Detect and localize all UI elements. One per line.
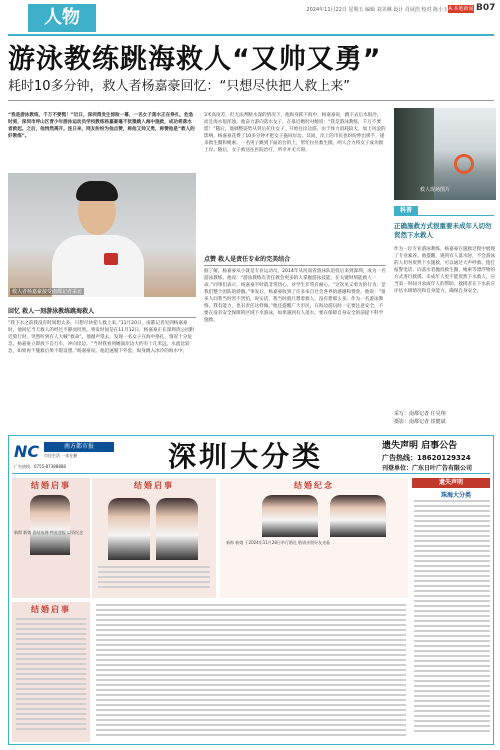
- wedding-ad-4-title: 结婚启事: [31, 605, 71, 614]
- couple-photo: [330, 495, 386, 537]
- subheadline: 耗时10多分钟，救人者杨嘉豪回忆：“只想尽快把人救上来”: [8, 79, 351, 94]
- article-column-1: “我下水之前我没有时间想太多，只想尽快把人救上来。”11月20日，南都记者见到杨嘉豪时，他回忆当天救人的经过平静而坦然。事发时间是在11月12日，杨嘉豪正在深圳湾公园附近骑行时，突然听到有人大喊“救命”，他循声望去，发现一名女子在海中挣扎，情况十分危急。杨嘉豪立即放下自行车，冲向岸边。“当时我看到她离岸边大约有十几米远，水流比较急，如果再不施救后果不堪设想。”杨嘉豪说。他迅速脱下外套，纵身跳入冰冷的海水中。: [8, 321, 195, 354]
- classified-listing-lines: [96, 604, 406, 739]
- headline: 游泳教练跳海救人“又帅又勇”: [8, 44, 382, 75]
- newspaper-logo: NC: [14, 442, 40, 461]
- section-title-praise: 点赞 救人是责任专业的完美结合: [204, 254, 386, 266]
- article-column-2b: 据了解，杨嘉豪从小就是专业运动员，2014年从河南省游泳队退役后来到深圳，成为一名游泳教练。他说：“游泳教练有责任教会更多的人掌握游泳技能，在关键时刻能救人一命。”同事们表示，杨嘉豪平时就非常热心，对学生非常有耐心。“这次见义勇为的行为，是我们整个团队的骄傲。”事发后，杨嘉豪收到了许多来自社会各界的感谢和赞誉。他说：“很多人问我当时害不害怕，说实话，我当时就只想着救人，没有想那么多。作为一名游泳教练，我有能力，也有责任这样做。”他还提醒广大市民，在海边游玩时一定要注意安全，不要在没有安全保障的区域下水游泳，如果遇到有人落水，要在保障自身安全的前提下科学施救。: [204, 269, 386, 323]
- photo-caption: 救人者杨嘉豪接受南都记者采访: [12, 289, 83, 295]
- lead-paragraph: “我是游泳教练，千万不要慌！”近日，深圳湾发生惊险一幕，一名女子落水正在挣扎，危急时刻，深圳市坪山区青少年游泳运动员学校教练杨嘉豪毫不犹豫跳入海中施救，成功将落水者救起。之后，他悄然离开。连日来，网友纷纷为他点赞，称他又帅又勇，称赞他是“救人的好教练”。: [8, 113, 195, 139]
- kepu-body: 作为一位专业游泳教练，杨嘉豪在施救过程中展现了专业素养。他提醒，遇到有人落水时，不会游泳的人切勿贸然下水施救，可以通过大声呼救、拨打报警电话、向落水者抛投救生圈、绳索等漂浮物的方式进行救援。未成年人更不能贸然下水救人，应当第一时间寻求成年人的帮助。救援者在下水前应评估水域情况和自身能力，确保自身安全。: [394, 247, 496, 294]
- scene-photo-caption: 救人现场图片: [420, 187, 451, 193]
- byline: 采写：南都记者 任昊翔 摄影：南都记者 崔健斌: [394, 411, 446, 425]
- page-number: B07: [476, 3, 496, 13]
- wedding-ad-3-text: 新郎 新娘 于2024年11月28日举行婚礼 敬请亲朋好友光临: [226, 540, 331, 545]
- header-rule: [8, 34, 494, 36]
- ads-rule: [12, 473, 490, 474]
- article-column-2a: 3米高度差，但无法判断水深的情况下，他纵身跃下海中。杨嘉豪说，跳下去后水很冷，而且海水很浑浊。他奋力游向落水女子，在靠近她时对她说：“我是游泳教练，千万不要慌！”随后，他调整姿势从背后托住女子，开始往岸边游。由于体力消耗较大，加上风浪的影响，杨嘉豪花费了10多分钟才把女子拖回岸边。其间，岸上的市民也纷纷伸出援手，递来救生圈和绳索。一名男子跳到下面的台阶上，帮忙拉住救生圈，两人合力将女子成功救上岸。随后，女子被送往医院治疗，所幸并无大碍。: [204, 113, 386, 153]
- section-tag: 人物: [28, 4, 96, 32]
- couple-photo: [156, 498, 198, 560]
- section-title-recall: 回忆 救人一刻游泳教练跳海救人: [8, 306, 196, 318]
- classifieds-title: 深圳大分类: [168, 440, 324, 473]
- couple-photo: [262, 495, 318, 537]
- lost-notice-lines: [414, 500, 490, 735]
- newspaper-name: 南方都市报: [44, 442, 114, 452]
- wedding-ad-1-text: 新郎 新娘 喜结连理 特此登报 以资纪念: [14, 530, 84, 535]
- wedding-ad-1-title: 结婚启事: [31, 481, 71, 490]
- lost-notice-head: 遗失声明: [412, 478, 490, 488]
- ad-text-lines: [98, 566, 210, 591]
- kepu-tag: 科普: [394, 206, 418, 216]
- wedding-ad-3-title: 结婚纪念: [294, 481, 334, 490]
- zhuhai-classifieds-title: 珠海大分类: [440, 492, 471, 499]
- couple-photo: [108, 498, 150, 560]
- notice-phone: 广告热线：18620129324: [382, 454, 471, 462]
- kepu-rule: [418, 215, 494, 216]
- headline-rule: [8, 100, 494, 101]
- kepu-title: 正确施救方式很重要未成年人切勿贸然下水救人: [394, 222, 492, 239]
- notice-title: 遗失声明 启事公告: [382, 441, 458, 451]
- header-meta: 2024年11月22日 星期五 编辑 刘美琳 设计 肖展浩 校对 陈小玉: [306, 7, 448, 13]
- header-tag: A.本地新闻: [448, 6, 474, 12]
- coach-photo: [8, 173, 196, 297]
- couple-photo: [30, 495, 70, 555]
- notice-account: 刊登单位：广东日叶广告有限公司: [382, 465, 473, 472]
- ad-text-lines: [16, 618, 86, 733]
- newspaper-slogan: 市民生活 一本在握: [44, 453, 78, 458]
- wedding-ad-2-title: 结婚启事: [134, 481, 174, 490]
- ad-hotline: 广告热线：0755-87388888: [14, 464, 66, 469]
